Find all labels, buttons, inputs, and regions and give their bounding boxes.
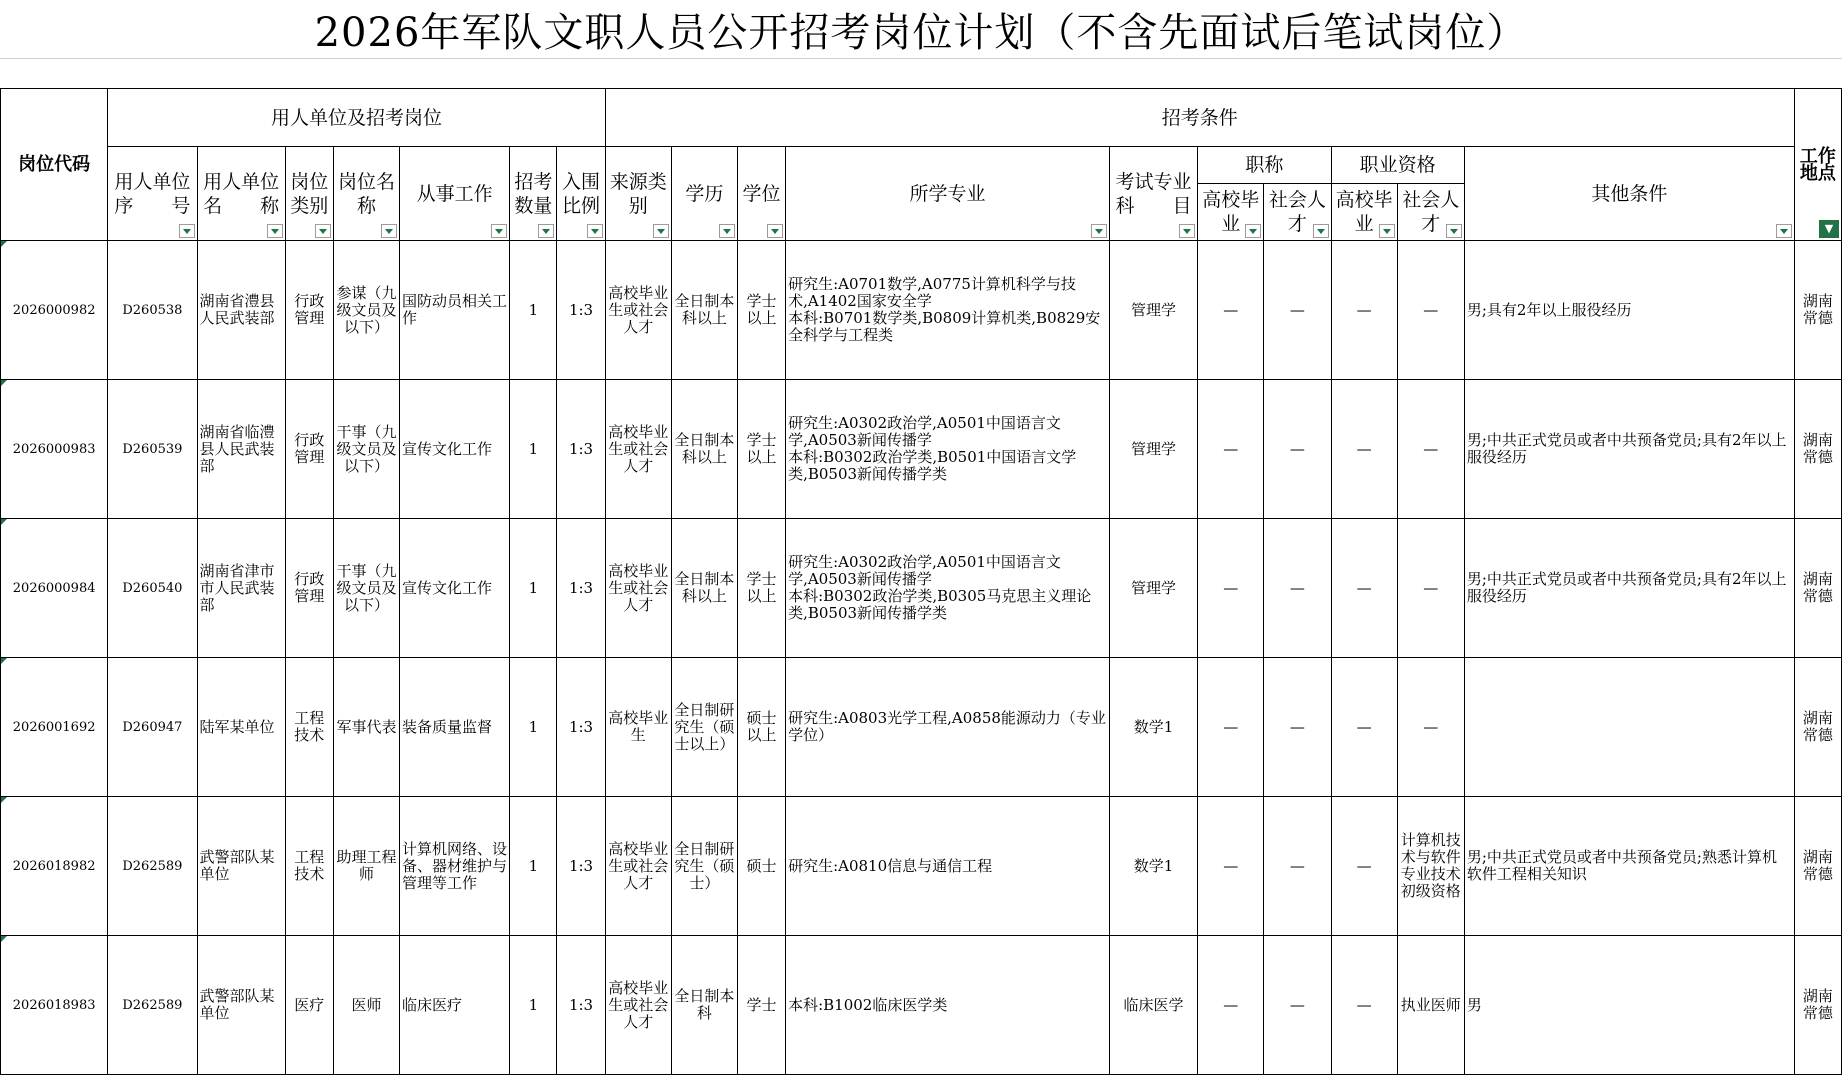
header-post-name[interactable]: 岗位名称 xyxy=(333,147,399,241)
filter-dropdown-icon[interactable] xyxy=(767,224,783,238)
cell-post-name[interactable]: 干事（九级文员及以下） xyxy=(333,519,399,658)
cell-qual-social[interactable]: — xyxy=(1397,380,1464,519)
cell-post-name[interactable]: 助理工程师 xyxy=(333,797,399,936)
cell-degree[interactable]: 学士 xyxy=(737,936,785,1075)
cell-qual-grad[interactable]: — xyxy=(1331,380,1397,519)
cell-education[interactable]: 全日制本科以上 xyxy=(671,519,737,658)
cell-exam-subject[interactable]: 管理学 xyxy=(1109,380,1197,519)
cell-recruit-count[interactable]: 1 xyxy=(510,241,557,380)
cell-recruit-count[interactable]: 1 xyxy=(510,658,557,797)
cell-post-code[interactable]: 2026001692 xyxy=(1,658,108,797)
cell-title-grad[interactable]: — xyxy=(1198,936,1264,1075)
cell-other[interactable]: 男;具有2年以上服役经历 xyxy=(1464,241,1794,380)
cell-source-type[interactable]: 高校毕业生 xyxy=(605,658,671,797)
cell-recruit-count[interactable]: 1 xyxy=(510,519,557,658)
cell-interview-ratio[interactable]: 1:3 xyxy=(557,658,605,797)
row-marker xyxy=(1,380,7,386)
cell-post-code[interactable]: 2026018983 xyxy=(1,936,108,1075)
cell-title-grad[interactable]: — xyxy=(1198,658,1264,797)
cell-work-location[interactable]: 湖南常德 xyxy=(1794,519,1841,658)
cell-qual-grad[interactable]: — xyxy=(1331,241,1397,380)
cell-post-name[interactable]: 军事代表 xyxy=(333,658,399,797)
cell-title-grad[interactable]: — xyxy=(1198,519,1264,658)
cell-interview-ratio[interactable]: 1:3 xyxy=(557,797,605,936)
cell-other[interactable]: 男;中共正式党员或者中共预备党员;熟悉计算机软件工程相关知识 xyxy=(1464,797,1794,936)
cell-title-social[interactable]: — xyxy=(1264,519,1331,658)
cell-work-location[interactable]: 湖南常德 xyxy=(1794,936,1841,1075)
table-row[interactable] xyxy=(1,936,1842,1075)
cell-unit-name[interactable]: 武警部队某单位 xyxy=(197,797,285,936)
cell-major[interactable]: 研究生:A0701数学,A0775计算机科学与技术,A1402国家安全学 本科:B0701数学类,B0809计算机类,B0829安全科学与工程类 xyxy=(786,241,1110,380)
cell-education[interactable]: 全日制研究生（硕士） xyxy=(671,797,737,936)
filter-dropdown-icon[interactable] xyxy=(315,224,331,238)
cell-unit-serial[interactable]: D260947 xyxy=(108,658,197,797)
filter-dropdown-icon[interactable] xyxy=(1776,224,1792,238)
cell-work-content[interactable]: 计算机网络、设备、器材维护与管理等工作 xyxy=(400,797,510,936)
recruitment-table xyxy=(0,88,1842,1075)
row-marker xyxy=(1,241,7,247)
cell-work-location[interactable]: 湖南常德 xyxy=(1794,797,1841,936)
cell-other[interactable]: 男 xyxy=(1464,936,1794,1075)
cell-major[interactable]: 研究生:A0302政治学,A0501中国语言文学,A0503新闻传播学 本科:B0302政治学类,B0305马克思主义理论类,B0503新闻传播学类 xyxy=(786,519,1110,658)
cell-title-grad[interactable]: — xyxy=(1198,380,1264,519)
cell-qual-social[interactable]: 计算机技术与软件专业技术初级资格 xyxy=(1397,797,1464,936)
cell-major[interactable]: 本科:B1002临床医学类 xyxy=(786,936,1110,1075)
cell-degree[interactable]: 硕士 xyxy=(737,797,785,936)
table-row[interactable] xyxy=(1,658,1842,797)
cell-title-social[interactable]: — xyxy=(1264,797,1331,936)
filter-dropdown-icon[interactable] xyxy=(491,224,507,238)
cell-other[interactable] xyxy=(1464,658,1794,797)
header-source-type[interactable]: 来源类别 xyxy=(605,147,671,241)
filter-dropdown-icon[interactable] xyxy=(1245,224,1261,238)
cell-post-code[interactable]: 2026000983 xyxy=(1,380,108,519)
header-major[interactable]: 所学专业 xyxy=(786,147,1110,241)
cell-recruit-count[interactable]: 1 xyxy=(510,797,557,936)
cell-qual-social[interactable]: — xyxy=(1397,658,1464,797)
cell-other[interactable]: 男;中共正式党员或者中共预备党员;具有2年以上服役经历 xyxy=(1464,519,1794,658)
cell-work-content[interactable]: 宣传文化工作 xyxy=(400,519,510,658)
filter-active-icon[interactable]: ▼ xyxy=(1819,220,1839,238)
filter-dropdown-icon[interactable] xyxy=(653,224,669,238)
table-row[interactable] xyxy=(1,380,1842,519)
cell-source-type[interactable]: 高校毕业生或社会人才 xyxy=(605,936,671,1075)
cell-qual-grad[interactable]: — xyxy=(1331,797,1397,936)
header-interview-ratio[interactable]: 入围比例 xyxy=(557,147,605,241)
filter-dropdown-icon[interactable] xyxy=(1091,224,1107,238)
header-education[interactable]: 学历 xyxy=(671,147,737,241)
cell-title-social[interactable]: — xyxy=(1264,241,1331,380)
cell-exam-subject[interactable]: 管理学 xyxy=(1109,519,1197,658)
cell-source-type[interactable]: 高校毕业生或社会人才 xyxy=(605,519,671,658)
cell-exam-subject[interactable]: 数学1 xyxy=(1109,797,1197,936)
cell-post-code[interactable]: 2026000984 xyxy=(1,519,108,658)
header-post-code: 岗位代码 xyxy=(1,89,108,241)
cell-post-category[interactable]: 工程技术 xyxy=(285,658,333,797)
cell-education[interactable]: 全日制本科以上 xyxy=(671,241,737,380)
header-unit-serial[interactable]: 用人单位序 号 xyxy=(108,147,197,241)
filter-dropdown-icon[interactable] xyxy=(538,224,554,238)
table-row[interactable] xyxy=(1,797,1842,936)
cell-work-content[interactable]: 宣传文化工作 xyxy=(400,380,510,519)
cell-other[interactable]: 男;中共正式党员或者中共预备党员;具有2年以上服役经历 xyxy=(1464,380,1794,519)
cell-title-social[interactable]: — xyxy=(1264,380,1331,519)
filter-dropdown-icon[interactable] xyxy=(179,224,195,238)
cell-post-name[interactable]: 干事（九级文员及以下） xyxy=(333,380,399,519)
header-post-category[interactable]: 岗位类别 xyxy=(285,147,333,241)
cell-work-content[interactable]: 装备质量监督 xyxy=(400,658,510,797)
filter-dropdown-icon[interactable] xyxy=(587,224,603,238)
header-work-content[interactable]: 从事工作 xyxy=(400,147,510,241)
cell-exam-subject[interactable]: 临床医学 xyxy=(1109,936,1197,1075)
cell-education[interactable]: 全日制研究生（硕士以上） xyxy=(671,658,737,797)
row-marker xyxy=(1,936,7,942)
cell-qual-grad[interactable]: — xyxy=(1331,658,1397,797)
table-row[interactable] xyxy=(1,241,1842,380)
cell-post-code[interactable]: 2026018982 xyxy=(1,797,108,936)
cell-unit-serial[interactable]: D260540 xyxy=(108,519,197,658)
header-degree[interactable]: 学位 xyxy=(737,147,785,241)
cell-qual-social[interactable]: 执业医师 xyxy=(1397,936,1464,1075)
cell-post-name[interactable]: 医师 xyxy=(333,936,399,1075)
cell-post-code[interactable]: 2026000982 xyxy=(1,241,108,380)
row-marker xyxy=(1,519,7,525)
cell-interview-ratio[interactable]: 1:3 xyxy=(557,241,605,380)
filter-dropdown-icon[interactable] xyxy=(267,224,283,238)
cell-interview-ratio[interactable]: 1:3 xyxy=(557,380,605,519)
cell-recruit-count[interactable]: 1 xyxy=(510,936,557,1075)
cell-unit-name[interactable]: 湖南省津市市人民武装部 xyxy=(197,519,285,658)
cell-recruit-count[interactable]: 1 xyxy=(510,380,557,519)
filter-dropdown-icon[interactable] xyxy=(1446,224,1462,238)
header-work-location[interactable]: 工作地点 ▼ xyxy=(1794,89,1841,241)
cell-work-content[interactable]: 临床医疗 xyxy=(400,936,510,1075)
cell-unit-serial[interactable]: D262589 xyxy=(108,936,197,1075)
header-group-unit: 用人单位及招考岗位 xyxy=(108,89,605,147)
cell-source-type[interactable]: 高校毕业生或社会人才 xyxy=(605,797,671,936)
filter-dropdown-icon[interactable] xyxy=(381,224,397,238)
cell-unit-name[interactable]: 陆军某单位 xyxy=(197,658,285,797)
cell-unit-serial[interactable]: D260538 xyxy=(108,241,197,380)
blank-row xyxy=(0,58,1842,89)
cell-title-grad[interactable]: — xyxy=(1198,241,1264,380)
cell-work-content[interactable]: 国防动员相关工作 xyxy=(400,241,510,380)
cell-education[interactable]: 全日制本科以上 xyxy=(671,380,737,519)
header-qual-group: 职业资格 xyxy=(1331,147,1464,184)
cell-title-grad[interactable]: — xyxy=(1198,797,1264,936)
cell-post-category[interactable]: 行政管理 xyxy=(285,519,333,658)
cell-qual-grad[interactable]: — xyxy=(1331,936,1397,1075)
cell-qual-social[interactable]: — xyxy=(1397,519,1464,658)
cell-work-location[interactable]: 湖南常德 xyxy=(1794,380,1841,519)
cell-qual-social[interactable]: — xyxy=(1397,241,1464,380)
cell-degree[interactable]: 学士以上 xyxy=(737,380,785,519)
row-marker xyxy=(1,658,7,664)
cell-qual-grad[interactable]: — xyxy=(1331,519,1397,658)
page-title: 2026年军队文职人员公开招考岗位计划（不含先面试后笔试岗位） xyxy=(0,0,1842,59)
cell-major[interactable]: 研究生:A0803光学工程,A0858能源动力（专业学位） xyxy=(786,658,1110,797)
cell-title-social[interactable]: — xyxy=(1264,936,1331,1075)
cell-major[interactable]: 研究生:A0810信息与通信工程 xyxy=(786,797,1110,936)
cell-unit-name[interactable]: 湖南省临澧县人民武装部 xyxy=(197,380,285,519)
header-group-conditions: 招考条件 xyxy=(605,89,1794,147)
cell-source-type[interactable]: 高校毕业生或社会人才 xyxy=(605,380,671,519)
header-unit-name[interactable]: 用人单位名 称 xyxy=(197,147,285,241)
cell-source-type[interactable]: 高校毕业生或社会人才 xyxy=(605,241,671,380)
table-row[interactable] xyxy=(1,519,1842,658)
header-title-grad[interactable]: 高校毕业 xyxy=(1198,184,1264,241)
header-title-social[interactable]: 社会人才 xyxy=(1264,184,1331,241)
cell-work-location[interactable]: 湖南常德 xyxy=(1794,241,1841,380)
header-qual-grad[interactable]: 高校毕业 xyxy=(1331,184,1397,241)
cell-education[interactable]: 全日制本科 xyxy=(671,936,737,1075)
filter-dropdown-icon[interactable] xyxy=(1179,224,1195,238)
cell-post-category[interactable]: 医疗 xyxy=(285,936,333,1075)
cell-post-category[interactable]: 行政管理 xyxy=(285,241,333,380)
cell-degree[interactable]: 学士以上 xyxy=(737,241,785,380)
cell-exam-subject[interactable]: 数学1 xyxy=(1109,658,1197,797)
cell-unit-name[interactable]: 湖南省澧县人民武装部 xyxy=(197,241,285,380)
row-marker xyxy=(1,797,7,803)
cell-unit-serial[interactable]: D260539 xyxy=(108,380,197,519)
filter-dropdown-icon[interactable] xyxy=(719,224,735,238)
header-other[interactable]: 其他条件 xyxy=(1464,147,1794,241)
cell-post-name[interactable]: 参谋（九级文员及以下） xyxy=(333,241,399,380)
filter-dropdown-icon[interactable] xyxy=(1313,224,1329,238)
header-title-group: 职称 xyxy=(1198,147,1331,184)
cell-degree[interactable]: 学士以上 xyxy=(737,519,785,658)
header-exam-subject[interactable]: 考试专业科 目 xyxy=(1109,147,1197,241)
header-qual-social[interactable]: 社会人才 xyxy=(1397,184,1464,241)
cell-interview-ratio[interactable]: 1:3 xyxy=(557,519,605,658)
cell-major[interactable]: 研究生:A0302政治学,A0501中国语言文学,A0503新闻传播学 本科:B0302政治学类,B0501中国语言文学类,B0503新闻传播学类 xyxy=(786,380,1110,519)
cell-title-social[interactable]: — xyxy=(1264,658,1331,797)
cell-post-category[interactable]: 行政管理 xyxy=(285,380,333,519)
cell-work-location[interactable]: 湖南常德 xyxy=(1794,658,1841,797)
cell-unit-name[interactable]: 武警部队某单位 xyxy=(197,936,285,1075)
cell-post-category[interactable]: 工程技术 xyxy=(285,797,333,936)
cell-interview-ratio[interactable]: 1:3 xyxy=(557,936,605,1075)
cell-exam-subject[interactable]: 管理学 xyxy=(1109,241,1197,380)
cell-unit-serial[interactable]: D262589 xyxy=(108,797,197,936)
cell-degree[interactable]: 硕士以上 xyxy=(737,658,785,797)
header-recruit-count[interactable]: 招考数量 xyxy=(510,147,557,241)
filter-dropdown-icon[interactable] xyxy=(1379,224,1395,238)
